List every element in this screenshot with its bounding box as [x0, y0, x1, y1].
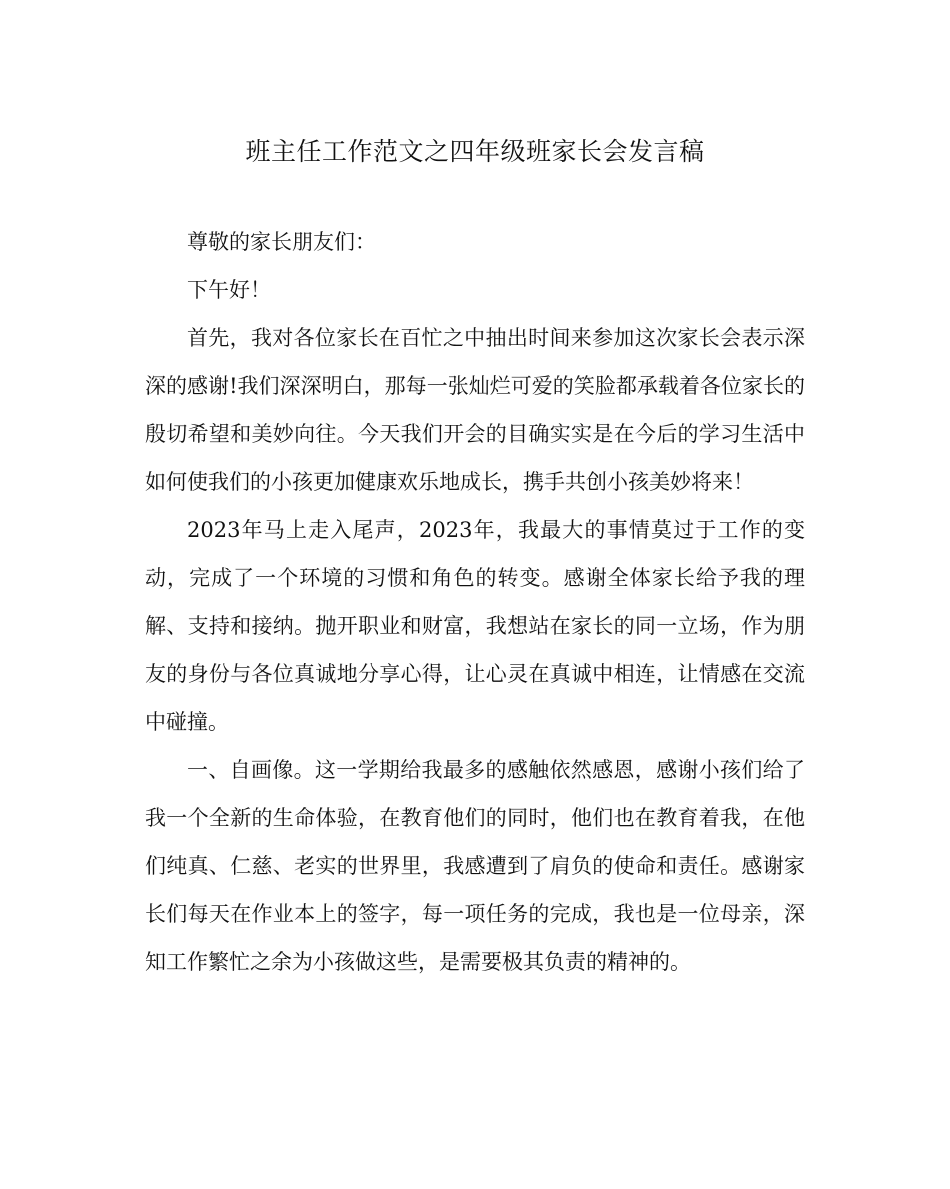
paragraph-year-review: 2023年马上走入尾声，2023年，我最大的事情莫过于工作的变动，完成了一个环境的习惯和角色的转变。感谢全体家长给予我的理解、支持和接纳。抛开职业和财富，我想站在家长的同一立场，作为朋友的身份与各位真诚地分享心得，让心灵在真诚中相连，让情感在交流中碰撞。 [145, 518, 805, 734]
document-body [145, 218, 805, 986]
salutation: 尊敬的家长朋友们： [187, 230, 376, 254]
paragraph-thanks: 首先，我对各位家长在百忙之中抽出时间来参加这次家长会表示深深的感谢!我们深深明白，那每一张灿烂可爱的笑脸都承载着各位家长的殷切希望和美妙向往。今天我们开会的目确实实是在今后的学习生活中如何使我们的小孩更加健康欢乐地成长，携手共创小孩美妙将来！ [145, 326, 805, 494]
document-title: 班主任工作范文之四年级班家长会发言稿 [245, 137, 705, 166]
paragraph-self-portrait: 一、自画像。这一学期给我最多的感触依然感恩，感谢小孩们给了我一个全新的生命体验，在教育他们的同时，他们也在教育着我，在他们纯真、仁慈、老实的世界里，我感遭到了肩负的使命和责任。感谢家长们每天在作业本上的签字，每一项任务的完成，我也是一位母亲，深知工作繁忙之余为小孩做这些，是需要极其负责的精神的。 [145, 758, 805, 974]
greeting: 下午好！ [187, 278, 271, 302]
